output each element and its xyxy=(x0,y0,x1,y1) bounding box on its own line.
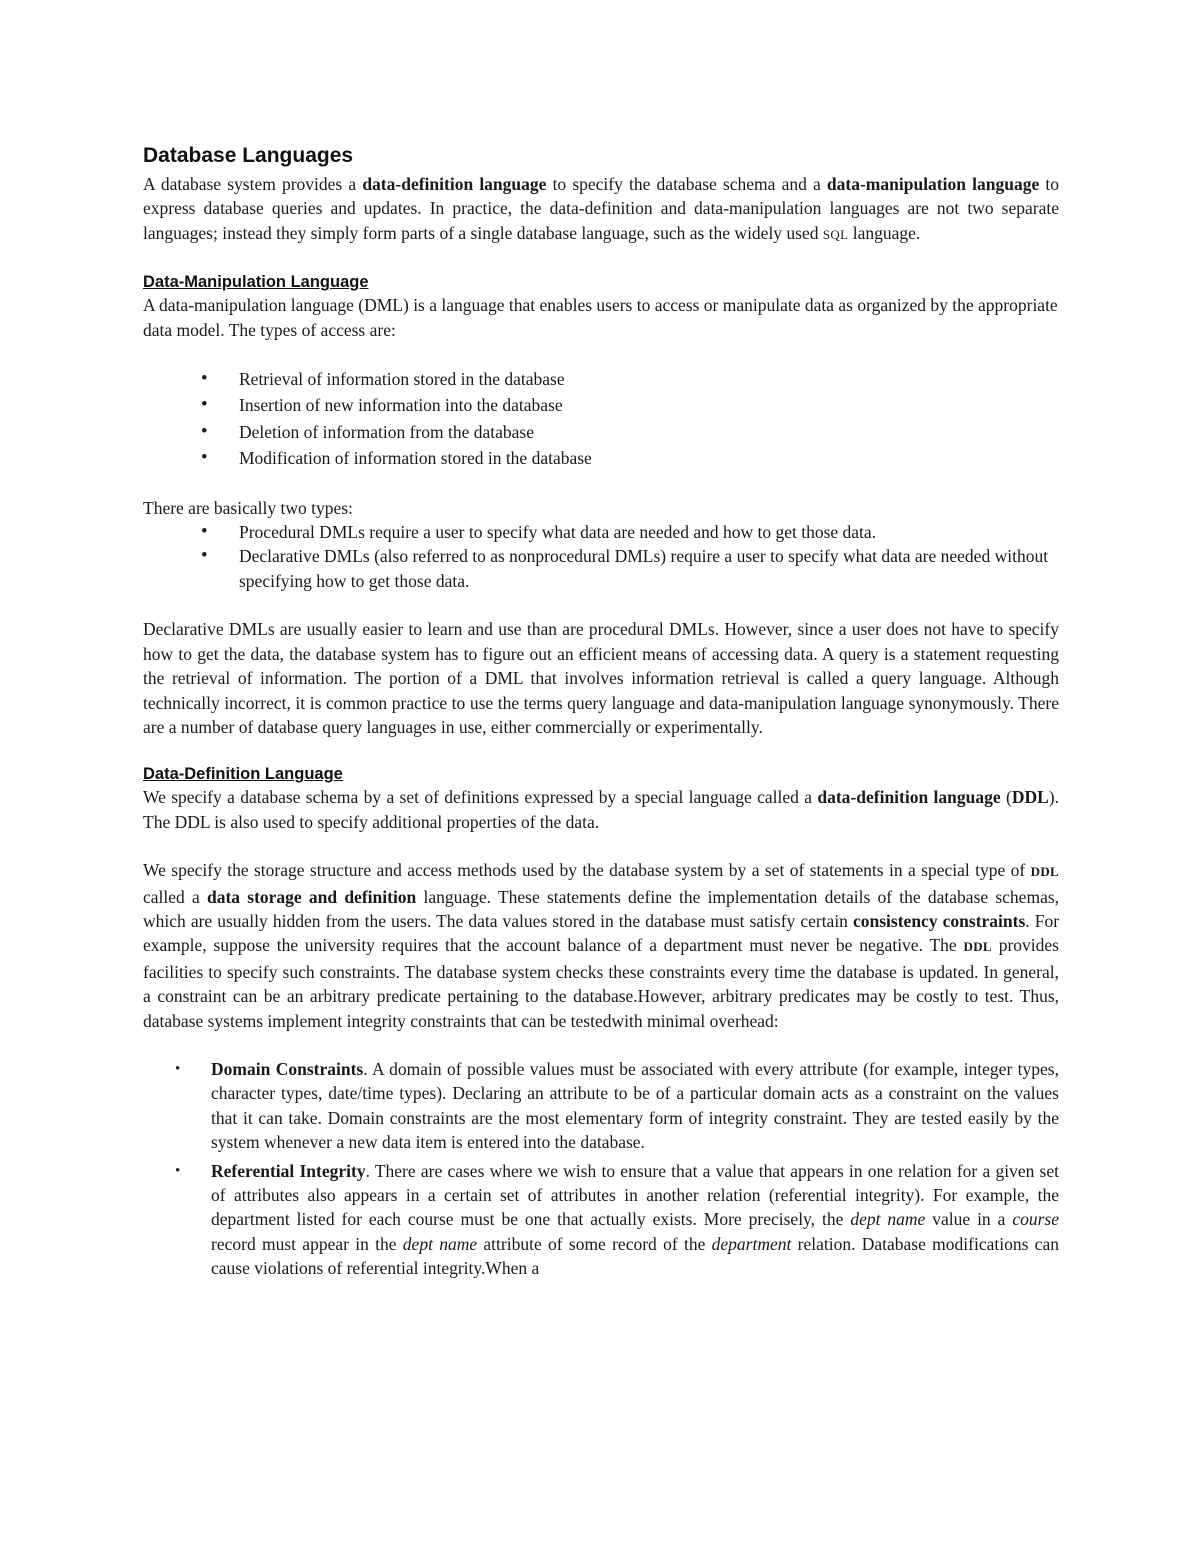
list-item: • Retrieval of information stored in the database xyxy=(143,366,1059,392)
term-ddl-acronym: DDL xyxy=(1011,787,1049,808)
intro-text: to express database queries and updates. In practice, the data-definition and data-manipulation languages are not two separate languages; instead they simply form parts of a single database language, such as the widely used xyxy=(143,174,1059,243)
term-storage-definition: data storage and definition xyxy=(206,886,417,907)
list-item: • Modification of information stored in the database xyxy=(143,445,1059,471)
ddl-text: provides facilities to specify such constraints. The database system checks these constraints every time the database is updated. In general, a constraint can be an arbitrary predicate pertaining to the database.However, arbitrary predicates may be costly to test. Thus, database systems implement integrity constraints that can be testedwith minimal overhead: xyxy=(143,935,1059,1031)
list-item: • Declarative DMLs (also referred to as nonprocedural DMLs) require a user to specify what data are needed without specifying how to get those data. xyxy=(143,544,1059,593)
ddl-text: . For example, suppose the university requires that the account balance of a department must never be negative. The xyxy=(143,910,1060,956)
constraint-text: value in a xyxy=(925,1209,1013,1230)
list-item: • Deletion of information from the database xyxy=(143,419,1059,445)
intro-text: A database system provides a xyxy=(143,174,363,194)
term-ddl: data-definition language xyxy=(362,174,547,194)
list-item: • Insertion of new information into the database xyxy=(143,392,1059,418)
ddl-text: We specify a database schema by a set of definitions expressed by a special language called a xyxy=(143,787,818,808)
intro-paragraph xyxy=(143,172,1059,247)
attr-dept-name: dept name xyxy=(402,1233,478,1254)
ddl-acronym: DDL xyxy=(963,939,992,955)
list-item-domain-constraints xyxy=(143,1057,1059,1155)
dml-paragraph: A data-manipulation language (DML) is a language that enables users to access or manipulate data as organized by the appropriate data model. The types of access are: xyxy=(143,295,1058,340)
constraint-text: record must appear in the xyxy=(211,1233,403,1254)
constraint-text: relation. Database modifications can cause violations of referential integrity.When a xyxy=(211,1233,1059,1279)
declarative-paragraph: Declarative DMLs are usually easier to learn and use than are procedural DMLs. However, since a user does not have to specify how to get the data, the database system has to figure out an efficient means of accessing data. A query is a statement requesting the retrieval of information. The portion of a DML that involves information retrieval is called a query language. Although technically incorrect, it is common practice to use the terms query language and data-manipulation language synonymously. There are a number of database query languages in use, either commercially or experimentally. xyxy=(143,619,1059,737)
term-domain-constraints: Domain Constraints xyxy=(211,1058,364,1079)
ddl-paragraph-1 xyxy=(143,785,1059,834)
sql-acronym: SQL xyxy=(822,226,849,242)
ddl-text: We specify the storage structure and access methods used by the database system by a set of statements in a special type of xyxy=(143,860,1031,881)
page-title: Database Languages xyxy=(143,144,354,167)
term-consistency-constraints: consistency constraints xyxy=(853,910,1026,931)
relation-department: department xyxy=(711,1233,792,1254)
list-item: • Procedural DMLs require a user to specify what data are needed and how to get those data. xyxy=(143,520,1059,544)
constraints-list xyxy=(143,1057,1059,1281)
dml-types-intro: There are basically two types: xyxy=(143,497,353,518)
access-types-list xyxy=(143,366,1059,472)
ddl-text: language. These statements define the implementation details of the database schemas, which are usually hidden from the users. The data values stored in the database must satisfy certain xyxy=(143,886,1060,931)
constraint-text: attribute of some record of the xyxy=(477,1233,712,1254)
intro-text: to specify the database schema and a xyxy=(546,174,827,194)
dml-heading: Data-Manipulation Language xyxy=(143,273,369,292)
dml-types-list xyxy=(143,520,1059,593)
relation-course: course xyxy=(1012,1209,1059,1230)
ddl-heading: Data-Definition Language xyxy=(143,765,343,784)
ddl-paragraph-2 xyxy=(143,858,1059,1033)
ddl-text: ( xyxy=(1000,787,1012,808)
constraint-text: . There are cases where we wish to ensure that a value that appears in one relation for a given set of attributes also appears in a certain set of attributes in another relation (referential integrity). For example, the department listed for each course must be one that actually exists. More precisely, the xyxy=(211,1160,1059,1230)
ddl-text: called a xyxy=(143,886,207,907)
ddl-text: ). The DDL is also used to specify additional properties of the data. xyxy=(143,787,1059,832)
intro-text: language. xyxy=(848,222,921,243)
term-dml: data-manipulation language xyxy=(826,174,1040,194)
constraint-text: . A domain of possible values must be associated with every attribute (for example, integer types, character types, date/time types). Declaring an attribute to be of a particular domain acts as a constraint on the values that it can take. Domain constraints are the most elementary form of integrity constraint. They are tested easily by the system whenever a new data item is entered into the database. xyxy=(211,1058,1059,1153)
ddl-acronym: DDL xyxy=(1030,864,1059,880)
attr-dept-name: dept name xyxy=(850,1209,926,1230)
list-item-referential-integrity xyxy=(143,1159,1059,1281)
document-page xyxy=(143,143,1059,1285)
term-ddl: data-definition language xyxy=(817,787,1001,808)
term-referential-integrity: Referential Integrity xyxy=(211,1160,366,1181)
